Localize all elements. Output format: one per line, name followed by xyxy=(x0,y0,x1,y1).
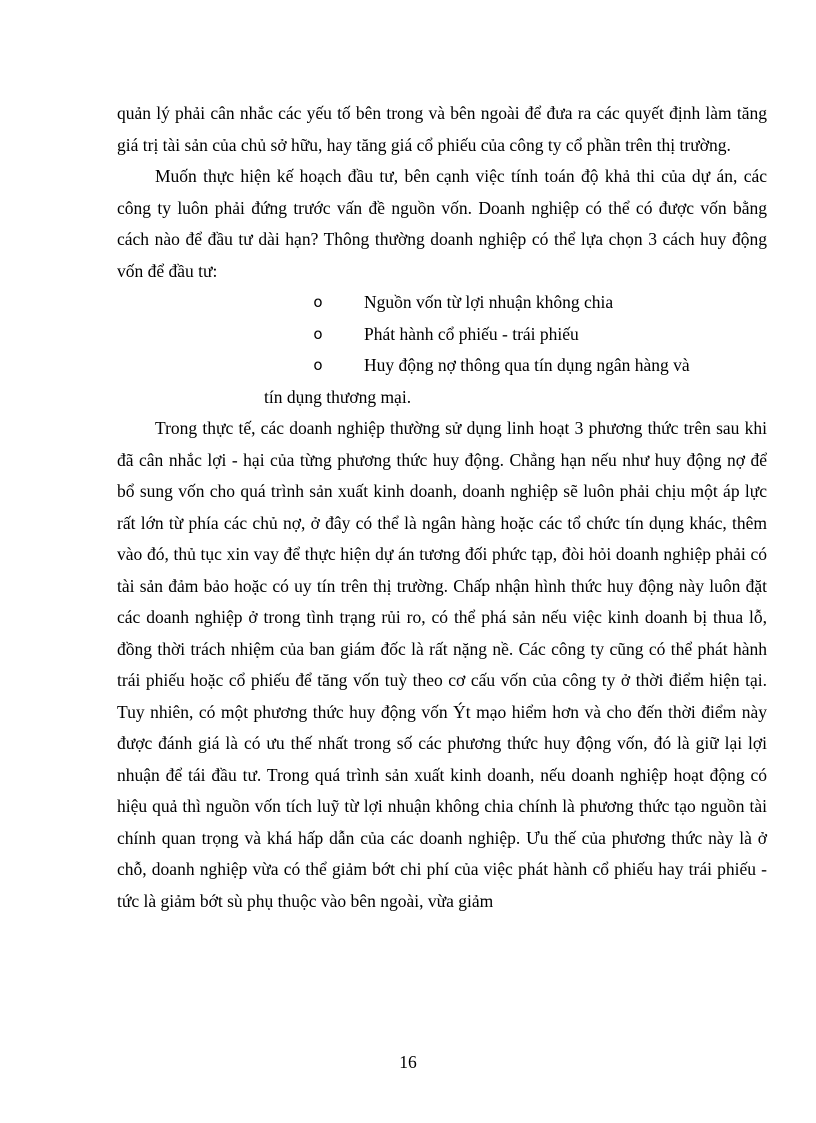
paragraph-practice: Trong thực tế, các doanh nghiệp thường sử dụng linh hoạt 3 phương thức trên sau khi đã cân nhắc lợi - hại của từng phương thức huy động. Chẳng hạn nếu như huy động nợ để bổ sung vốn cho quá trình sản xuất kinh doanh, doanh nghiệp sẽ luôn phải chịu một áp lực rất lớn từ phía các chủ nợ, ở đây có thể là ngân hàng hoặc các tổ chức tín dụng khác, thêm vào đó, thủ tục xin vay để thực hiện dự án tương đối phức tạp, đòi hỏi doanh nghiệp phải có tài sản đảm bảo hoặc có uy tín trên thị trường. Chấp nhận hình thức huy động này luôn đặt các doanh nghiệp ở trong tình trạng rủi ro, có thể phá sản nếu việc kinh doanh bị thua lỗ, đồng thời trách nhiệm của ban giám đốc là rất nặng nề. Các công ty cũng có thể phát hành trái phiếu hoặc cổ phiếu để tăng vốn tuỳ theo cơ cấu vốn của công ty ở thời điểm hiện tại. Tuy nhiên, có một phương thức huy động vốn Ýt mạo hiểm hơn và cho đến thời điểm này được đánh giá là có ưu thế nhất trong số các phương thức huy động vốn, đó là giữ lại lợi nhuận để tái đầu tư. Trong quá trình sản xuất kinh doanh, nếu doanh nghiệp hoạt động có hiệu quả thì nguồn vốn tích luỹ từ lợi nhuận không chia chính là phương thức tạo nguồn tài chính quan trọng và khá hấp dẫn của các doanh nghiệp. Ưu thế của phương thức này là ở chỗ, doanh nghiệp vừa có thể giảm bớt chi phí của việc phát hành cổ phiếu hay trái phiếu - tức là giảm bớt sù phụ thuộc vào bên ngoài, vừa giảm xyxy=(117,418,767,911)
list-item-text: Phát hành cổ phiếu - trái phiếu xyxy=(364,323,579,344)
list-item xyxy=(264,350,767,413)
list-item-text: Nguồn vốn từ lợi nhuận không chia xyxy=(364,292,614,312)
body-text xyxy=(117,98,767,917)
list-item xyxy=(313,287,767,319)
list-item-text-continued: tín dụng thương mại. xyxy=(264,386,412,407)
paragraph-continuation: quản lý phải cân nhắc các yếu tố bên trong và bên ngoài để đưa ra các quyết định làm tăng giá trị tài sản của chủ sở hữu, hay tăng giá cổ phiếu của công ty cổ phần trên thị trường. xyxy=(117,103,767,155)
paragraph-funding: Muốn thực hiện kế hoạch đầu tư, bên cạnh việc tính toán độ khả thi của dự án, các công ty luôn phải đứng trước vấn đề nguồn vốn. Doanh nghiệp có thể có được vốn bằng cách nào để đầu tư dài hạn? Thông thường doanh nghiệp có thể lựa chọn 3 cách huy động vốn để đầu tư: xyxy=(117,166,767,281)
page-number: 16 xyxy=(399,1052,417,1072)
list-item-text: Huy động nợ thông qua tín dụng ngân hàng và xyxy=(364,355,690,375)
circle-bullet-icon: o xyxy=(313,356,323,374)
list-item xyxy=(313,319,767,351)
funding-methods-list xyxy=(117,287,767,413)
circle-bullet-icon: o xyxy=(313,324,323,343)
circle-bullet-icon: o xyxy=(313,293,323,311)
